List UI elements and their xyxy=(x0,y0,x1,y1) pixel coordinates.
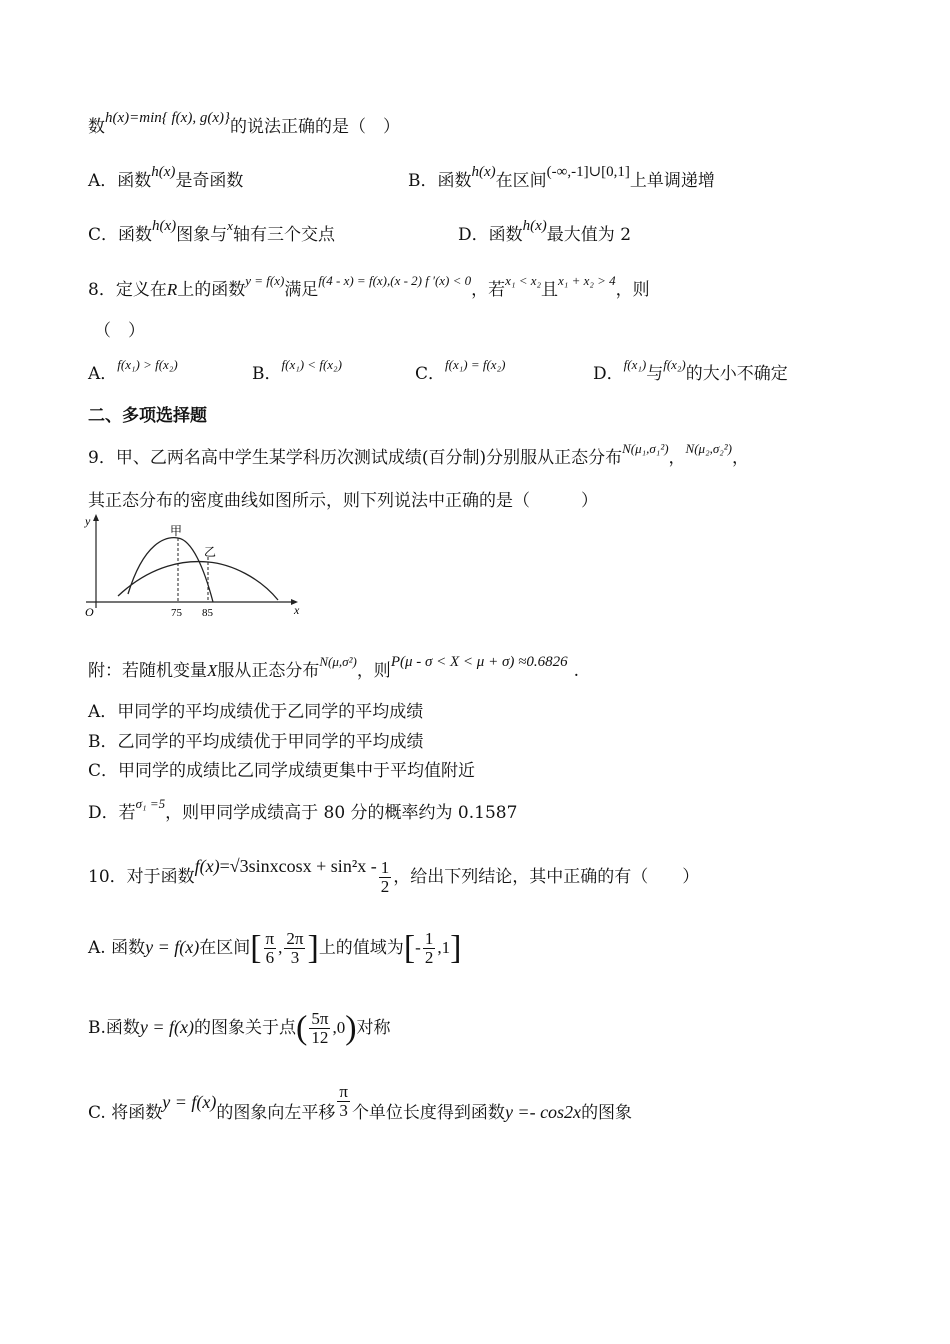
q7-option-d: D．函数h(x)最大值为 2 xyxy=(458,218,632,245)
q8-option-c: C．$^{f(x_1) = f(x_2)}$ xyxy=(415,357,506,384)
q10-frac: $\frac{1}{2}$ xyxy=(380,858,390,896)
q10-option-c: C. 将函数y = f(x)的图象向左平移 $\frac{\pi}{3}$ 个单位长度得到函数y =- cos2x的图象 xyxy=(88,1082,633,1123)
q8-answer-paren: （ ） xyxy=(94,321,145,341)
curve-yi xyxy=(118,562,278,600)
curve-jia-label: 甲 xyxy=(170,524,183,538)
tick-75: 75 xyxy=(171,607,182,619)
q9-stem-line2: 其正态分布的密度曲线如图所示，则下列说法中正确的是（ ） xyxy=(88,491,598,511)
x-label: x xyxy=(294,603,300,617)
q9-option-a: A．甲同学的平均成绩优于乙同学的平均成绩 xyxy=(88,702,424,722)
q9-option-c: C．甲同学的成绩比乙同学成绩更集中于平均值附近 xyxy=(88,761,476,781)
q10-option-a: A. 函数y = f(x)在区间[ $\frac{\pi}{6}$ , $\frac{2\pi}{3}$ ]上的值域为[- $\frac{1}{2}$ ,1] xyxy=(88,929,462,967)
section-title: 二、多项选择题 xyxy=(88,406,207,426)
q8-option-d: D．$^{f(x_1)}$与$^{f(x_2)}$的大小不确定 xyxy=(593,357,788,384)
q9-stem-line1: 9．甲、乙两名高中学生某学科历次测试成绩(百分制)分别服从正态分布$^{N(\mu_1,\sigma_1^2)}$，$^{N(\mu_2,\sigma_2^2)}$， xyxy=(88,441,749,468)
q7-option-c: C．函数h(x)图象与$^x$轴有三个交点 xyxy=(88,218,335,245)
tick-85: 85 xyxy=(202,607,213,619)
q9-option-b: B．乙同学的平均成绩优于甲同学的平均成绩 xyxy=(88,732,424,752)
q7-option-a: A．函数h(x)是奇函数 xyxy=(88,164,244,191)
q10-option-b: B.函数y = f(x)的图象关于点( $\frac{5\pi}{12}$ ,0)对称 xyxy=(88,1009,391,1047)
q10-stem: 10．对于函数f(x)=√3sinxcosx + sin²x - $\frac{1}{2}$ ，给出下列结论，其中正确的有（ ） xyxy=(88,856,700,896)
q7-stem: 数h(x)=min{ f(x), g(x)}的说法正确的是（ ） xyxy=(88,110,400,137)
y-label: y xyxy=(85,514,91,528)
q7-option-b: B．函数h(x)在区间(-∞,-1]∪[0,1]上单调递增 xyxy=(408,164,715,191)
y-axis-arrow-icon xyxy=(93,514,99,521)
q8-option-b: B．$^{f(x_1) < f(x_2)}$ xyxy=(252,357,342,384)
q7-formula: h(x)=min{ f(x), g(x)} xyxy=(105,110,230,126)
q9-note: 附：若随机变量X服从正态分布$^{N(\mu,\sigma^2)}$，则P(μ - σ < X < μ + σ) ≈0.6826 . xyxy=(88,654,579,681)
curve-jia xyxy=(128,538,213,602)
q8-option-a: A．$^{f(x_1) > f(x_2)}$ xyxy=(88,357,178,384)
q8-stem: 8．定义在R上的函数$^{y = f(x)}$满足$^{f(4 - x) = f(x),(x - 2) f '(x) < 0}$，若$^{x_1 < x_2}$且$^{x_1 + x_2 > 4}$，则 xyxy=(88,273,650,300)
curve-yi-label: 乙 xyxy=(204,545,217,559)
q9-option-d: D．若$^{\sigma_1 =5}$，则甲同学成绩高于 80 分的概率约为 0.1587 xyxy=(88,796,518,823)
q9-normal-curve-graph xyxy=(82,512,312,624)
origin-label: O xyxy=(85,605,94,619)
